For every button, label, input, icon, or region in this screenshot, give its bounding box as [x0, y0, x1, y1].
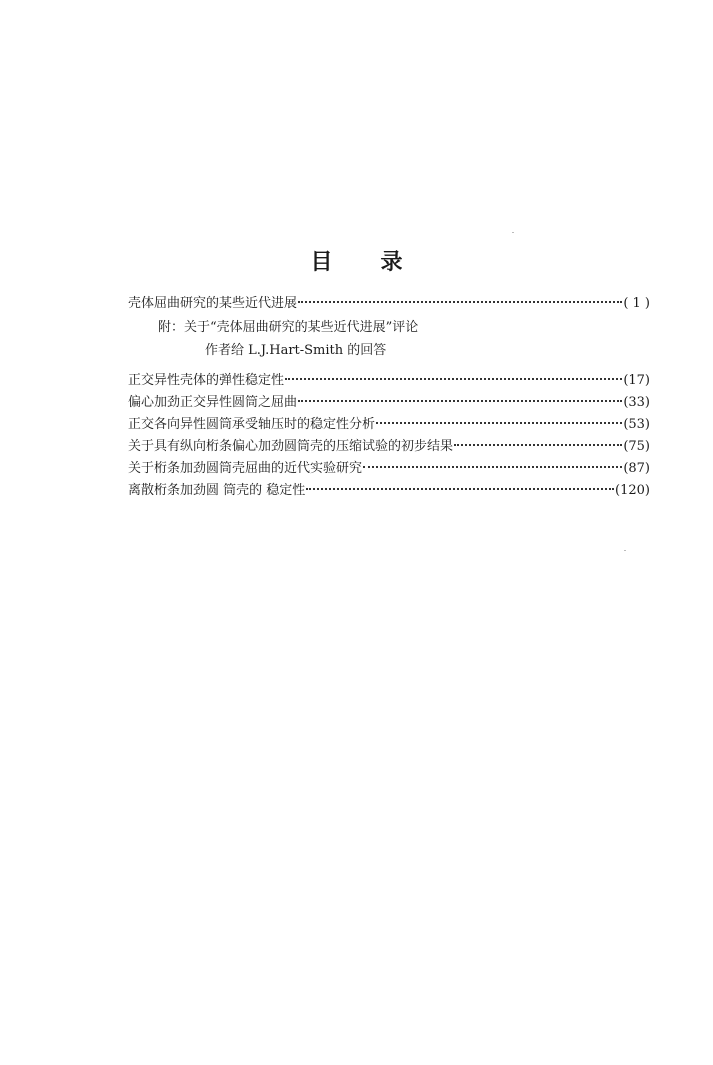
toc-row [128, 293, 650, 315]
toc-page-number: (120) [615, 483, 650, 498]
toc-entry-first [128, 293, 650, 315]
dot-leader [306, 488, 614, 490]
toc-page-number: (33) [623, 395, 650, 410]
title-char-2: 录 [380, 250, 403, 275]
appendix-line-2: 作者给 L.J.Hart-Smith 的回答 [205, 343, 387, 358]
dot-leader [376, 422, 622, 424]
toc-page-number: (53) [623, 417, 650, 432]
dot-leader [298, 400, 622, 402]
dot-leader [454, 444, 622, 446]
toc-entries [128, 370, 650, 502]
dot-leader [363, 466, 622, 468]
toc-entry-label: 壳体屈曲研究的某些近代进展 [128, 296, 298, 311]
appendix-line-1: 附：关于“壳体屈曲研究的某些近代进展”评论 [158, 320, 419, 335]
toc-row [128, 436, 650, 458]
title-char-1: 目 [310, 250, 333, 275]
toc-page-number: (75) [623, 439, 650, 454]
scan-speck [624, 550, 626, 551]
toc-row [128, 370, 650, 392]
toc-entry-label: 关于桁条加劲圆筒壳屈曲的近代实验研究 [128, 461, 363, 476]
dot-leader [298, 301, 622, 303]
toc-page-number: (87) [623, 461, 650, 476]
toc-entry-label: 偏心加劲正交异性圆筒之屈曲 [128, 395, 298, 410]
toc-page-number: (17) [623, 373, 650, 388]
toc-row [128, 414, 650, 436]
toc-row [128, 392, 650, 414]
toc-entry-label: 关于具有纵向桁条偏心加劲圆筒壳的压缩试验的初步结果 [128, 439, 454, 454]
toc-row [128, 458, 650, 480]
toc-row [128, 480, 650, 502]
toc-entry-label: 正交异性壳体的弹性稳定性 [128, 373, 285, 388]
toc-entry-label: 正交各向异性圆筒承受轴压时的稳定性分析 [128, 417, 376, 432]
scan-speck [512, 232, 514, 233]
toc-page-number: ( 1 ) [623, 296, 650, 311]
toc-entry-label: 离散桁条加劲圆 筒壳的 稳定性 [128, 483, 306, 498]
dot-leader [285, 378, 622, 380]
toc-title [0, 245, 713, 276]
